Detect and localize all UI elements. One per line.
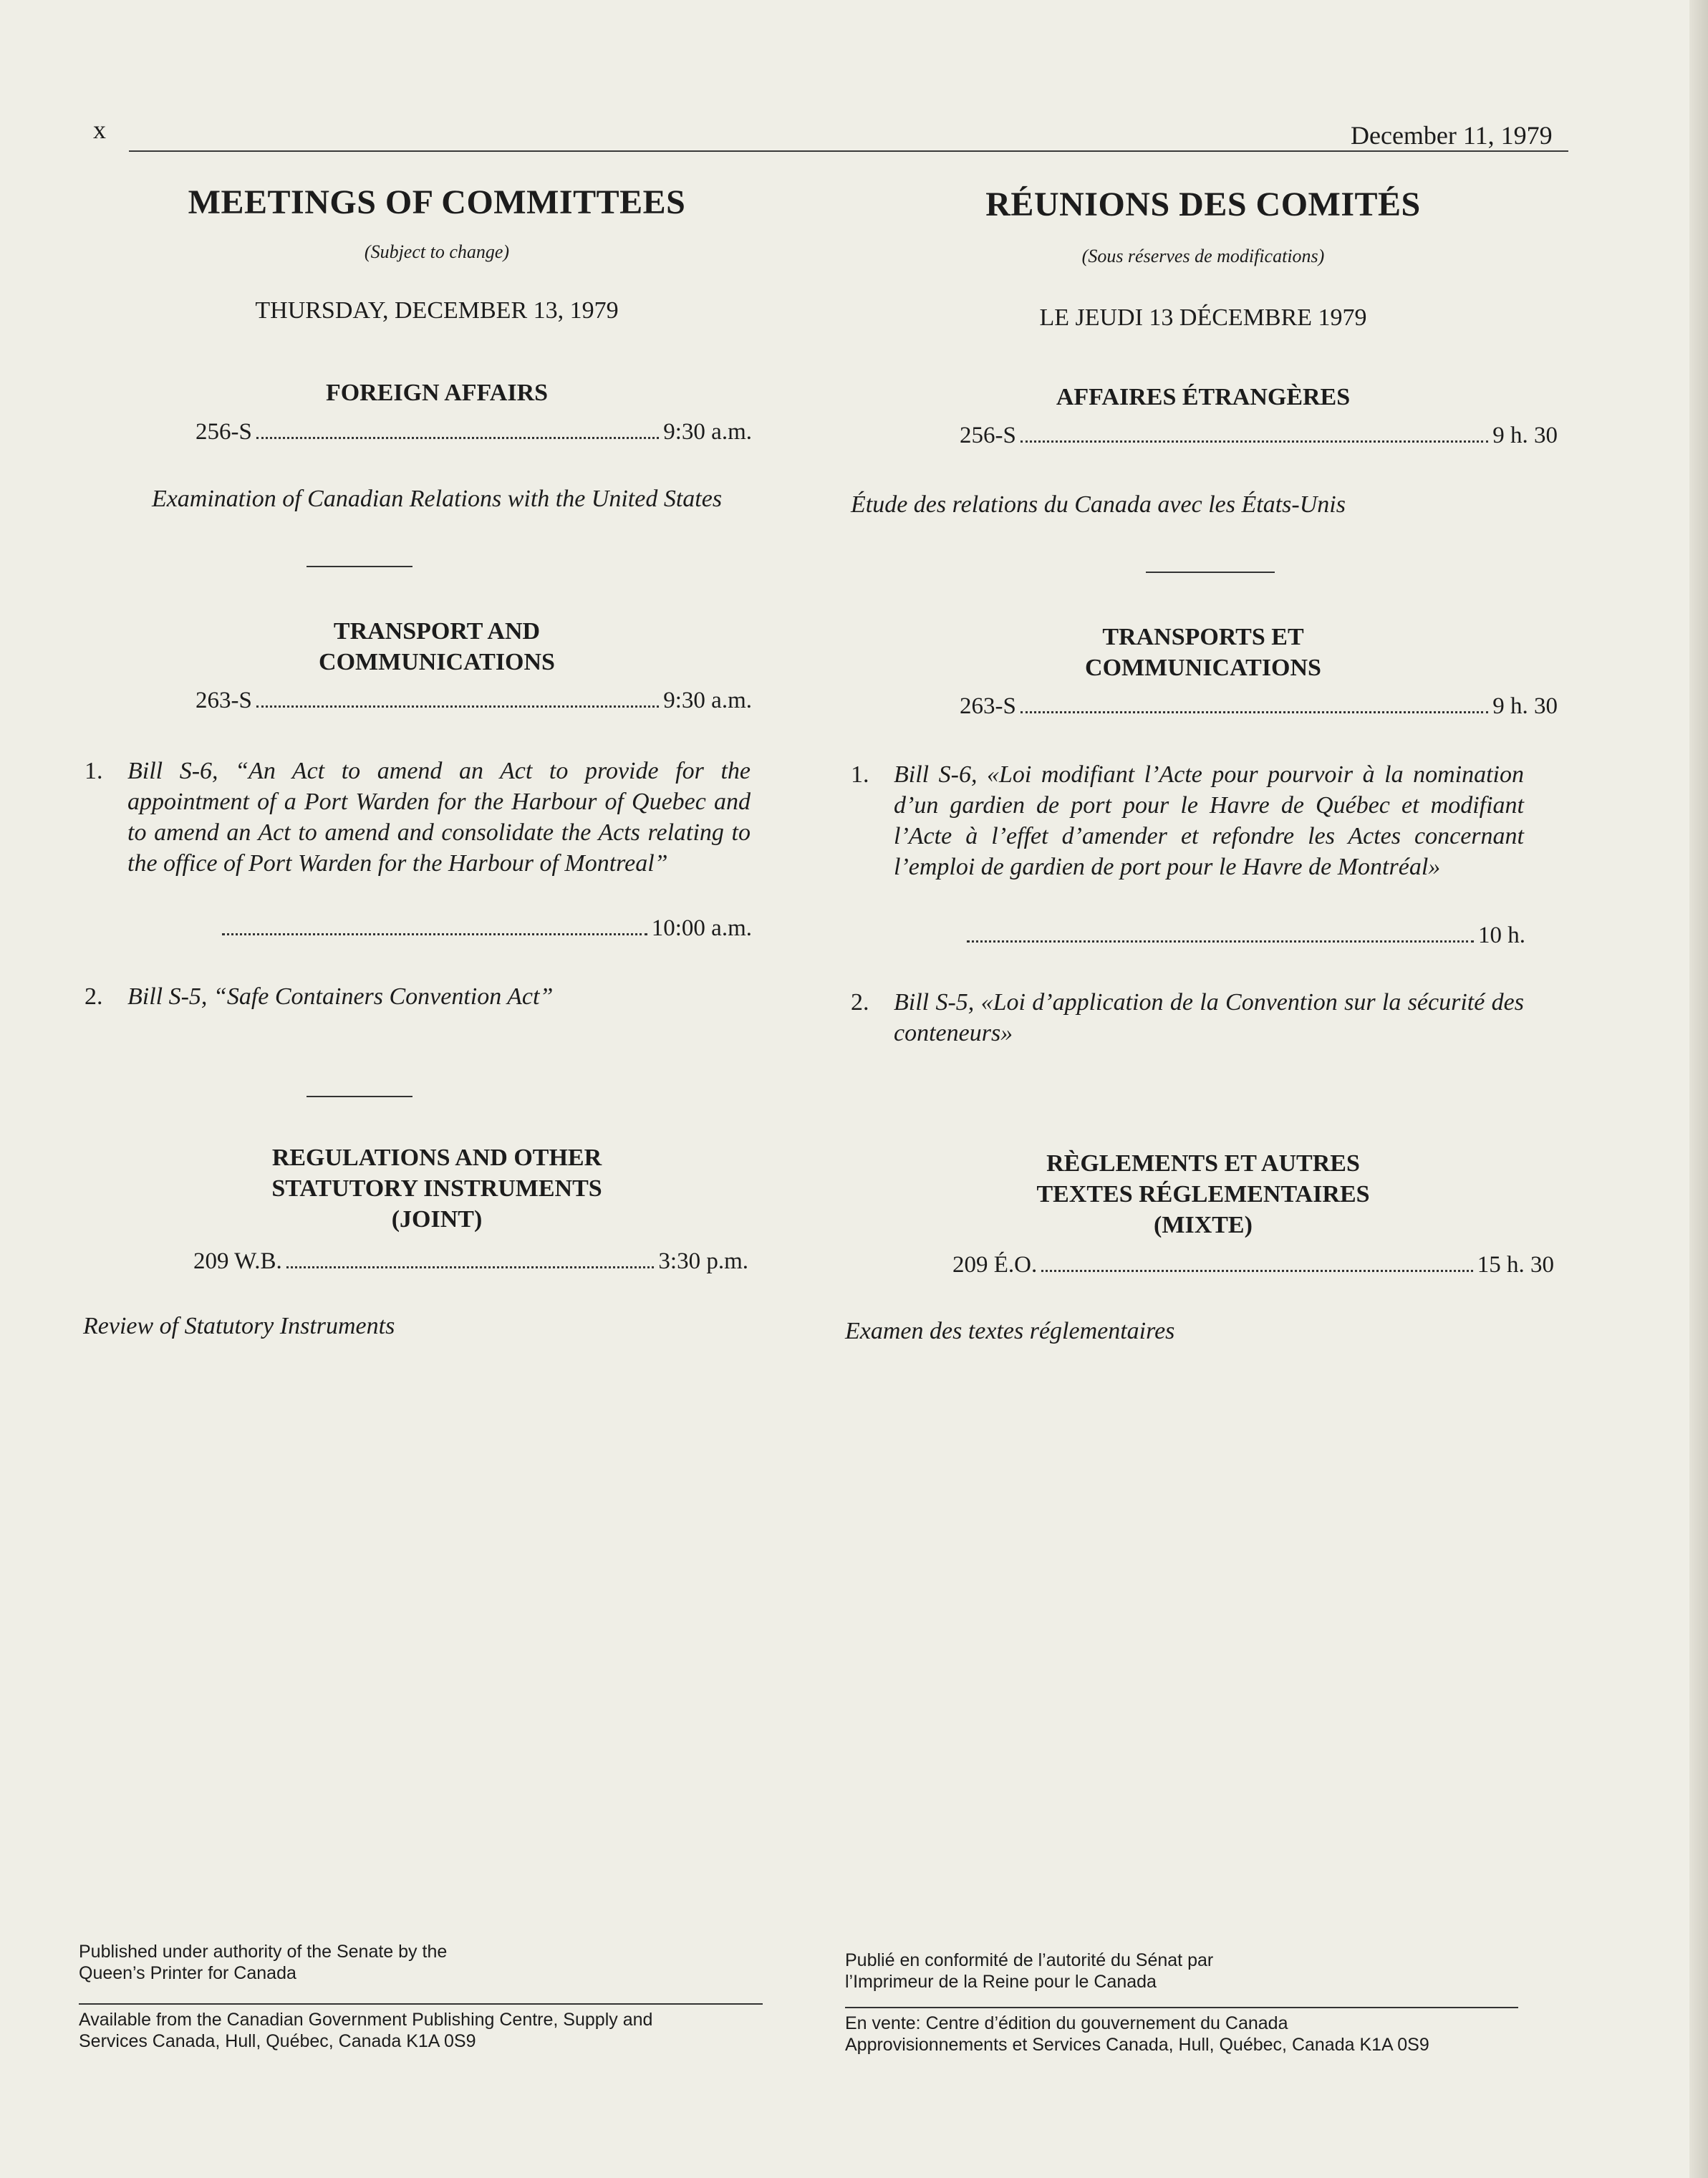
agenda-item bbox=[85, 981, 793, 1012]
leader-dots bbox=[1021, 711, 1488, 713]
page-number: x bbox=[93, 115, 106, 144]
section-description: Examen des textes réglementaires bbox=[845, 1318, 1175, 1344]
section-heading-foreign-affairs: FOREIGN AFFAIRS bbox=[325, 380, 549, 406]
item-time-row bbox=[222, 915, 752, 942]
meeting-date-en: THURSDAY, DECEMBER 13, 1979 bbox=[255, 297, 619, 324]
agenda-item bbox=[851, 987, 1538, 1049]
item-number: 2. bbox=[85, 983, 103, 1010]
meeting-row bbox=[960, 423, 1558, 449]
english-column bbox=[79, 0, 798, 2178]
time: 10:00 a.m. bbox=[651, 915, 752, 941]
room: 263-S bbox=[960, 693, 1016, 719]
leader-dots bbox=[967, 940, 1474, 943]
section-heading-regulations: REGULATIONS AND OTHER STATUTORY INSTRUMENTS (JOINT) bbox=[271, 1145, 602, 1233]
item-text: Bill S-5, «Loi d’application de la Convention sur la sécurité des conteneurs» bbox=[894, 989, 1524, 1046]
section-description: Review of Statutory Instruments bbox=[83, 1313, 395, 1339]
room: 256-S bbox=[960, 423, 1016, 448]
time: 9 h. 30 bbox=[1492, 693, 1558, 719]
footer-published-fr: Publié en conformité de l’autorité du Sénat par l’Imprimeur de la Reine pour le Canada bbox=[845, 1950, 1214, 1992]
footer-published-en: Published under authority of the Senate by the Queen’s Printer for Canada bbox=[79, 1942, 448, 1983]
footer-available-en: Available from the Canadian Government Publishing Centre, Supply and Services Canada, Hull, Québec, Canada K1A 0S9 bbox=[79, 2010, 653, 2051]
footer-rule bbox=[79, 2003, 763, 2005]
leader-dots bbox=[286, 1266, 655, 1268]
section-heading-affaires-etrangeres: AFFAIRES ÉTRANGÈRES bbox=[1056, 384, 1351, 410]
subtitle-en: (Subject to change) bbox=[364, 241, 510, 262]
meeting-row bbox=[960, 693, 1558, 720]
meeting-row bbox=[196, 688, 752, 714]
leader-dots bbox=[1021, 440, 1488, 443]
meeting-row bbox=[952, 1252, 1554, 1278]
section-heading-transport: TRANSPORT AND COMMUNICATIONS bbox=[319, 618, 555, 675]
time: 9:30 a.m. bbox=[663, 688, 752, 713]
time: 15 h. 30 bbox=[1477, 1252, 1554, 1278]
meeting-row bbox=[193, 1248, 748, 1275]
meeting-row bbox=[196, 419, 752, 445]
page-edge bbox=[1689, 0, 1708, 2178]
time: 10 h. bbox=[1478, 922, 1525, 948]
leader-dots bbox=[256, 705, 659, 708]
page-title-fr: RÉUNIONS DES COMITÉS bbox=[985, 185, 1421, 223]
leader-dots bbox=[1041, 1270, 1473, 1272]
item-text: Bill S-6, “An Act to amend an Act to provide for the appointment of a Port Warden for the Harbour of Quebec and to amend an Act to amend and consolidate the Acts relating to the office of Port Warden for the Harbour of Montreal” bbox=[127, 758, 751, 877]
meeting-date-fr: LE JEUDI 13 DÉCEMBRE 1979 bbox=[1039, 304, 1367, 331]
footer-available-fr: En vente: Centre d’édition du gouvernement du Canada Approvisionnements et Services Canada, Hull, Québec, Canada K1A 0S9 bbox=[845, 2013, 1429, 2055]
room: 256-S bbox=[196, 419, 252, 445]
footer-rule bbox=[845, 2007, 1518, 2008]
time: 9 h. 30 bbox=[1492, 423, 1558, 448]
leader-dots bbox=[222, 933, 647, 935]
section-divider bbox=[307, 1096, 412, 1097]
item-text: Bill S-6, «Loi modifiant l’Acte pour pourvoir à la nomination d’un gardien de port pour le Havre de Québec et modifiant l’Acte à l’effet d’amender et refondre les Actes concernant l’emploi de gardien de port pour le Havre de Montréal» bbox=[894, 761, 1524, 880]
section-heading-transports: TRANSPORTS ET COMMUNICATIONS bbox=[1085, 624, 1321, 681]
section-description: Examination of Canadian Relations with the United States bbox=[151, 486, 723, 512]
room: 263-S bbox=[196, 688, 252, 713]
time: 3:30 p.m. bbox=[658, 1248, 748, 1274]
page-title-en: MEETINGS OF COMMITTEES bbox=[188, 183, 686, 221]
item-number: 2. bbox=[851, 989, 869, 1016]
leader-dots bbox=[256, 437, 659, 439]
section-description: Étude des relations du Canada avec les États-Unis bbox=[851, 491, 1346, 518]
section-divider bbox=[1146, 572, 1275, 573]
page-date: December 11, 1979 bbox=[1351, 121, 1553, 150]
agenda-item bbox=[85, 756, 793, 879]
room: 209 É.O. bbox=[952, 1252, 1038, 1278]
item-text: Bill S-5, “Safe Containers Convention Act” bbox=[127, 983, 554, 1010]
time: 9:30 a.m. bbox=[663, 419, 752, 445]
section-heading-reglements: RÈGLEMENTS ET AUTRES TEXTES RÉGLEMENTAIRES (MIXTE) bbox=[1036, 1150, 1370, 1238]
item-time-row bbox=[895, 922, 1525, 949]
item-number: 1. bbox=[85, 758, 103, 784]
section-divider bbox=[307, 566, 412, 567]
subtitle-fr: (Sous réserves de modifications) bbox=[1081, 246, 1325, 266]
agenda-item bbox=[851, 759, 1538, 882]
room: 209 W.B. bbox=[193, 1248, 282, 1274]
item-number: 1. bbox=[851, 761, 869, 788]
french-column bbox=[845, 0, 1558, 2178]
